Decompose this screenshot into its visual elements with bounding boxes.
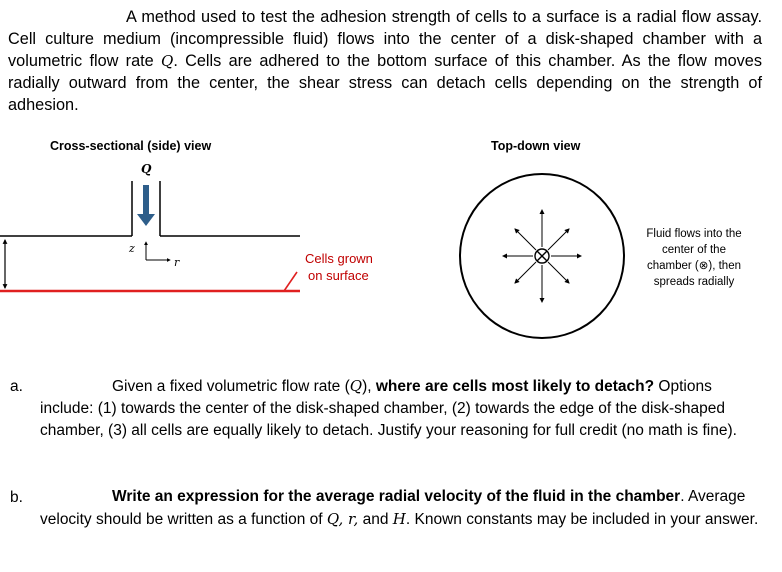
- inflow-symbol-icon: [535, 249, 549, 263]
- cells-label-line1: Cells grown: [305, 251, 373, 266]
- intro-text-1: A method used to test the adhesion strength of cells to a surface is a radial flow assay. Cell culture medium (incompressible fluid) flows into the center of a disk-shaped chamber with a volumetric flow rate: [8, 8, 762, 70]
- question-b-text-1: . Average velocity should be written as a function of: [40, 488, 746, 528]
- cells-label-line2: on surface: [308, 268, 369, 283]
- question-b-vars: Q, r,: [326, 510, 359, 528]
- question-a-letter: a.: [10, 378, 23, 395]
- question-b-bold: Write an expression for the average radial velocity of the fluid in the chamber: [112, 488, 681, 505]
- question-a-text-2: ),: [362, 378, 376, 395]
- intro-text-2: . Cells are adhered to the bottom surface of this chamber. As the flow moves radially outward from the center, the shear stress can detach cells depending on the strength of adhesion.: [8, 52, 762, 114]
- question-b-text-3: . Known constants may be included in your answer.: [405, 511, 759, 528]
- side-view-diagram: [0, 150, 460, 300]
- flow-note-line4: spreads radially: [653, 276, 735, 288]
- top-view-title: Top-down view: [491, 139, 581, 153]
- question-a-bold: where are cells most likely to detach?: [375, 378, 655, 395]
- side-view-title: Cross-sectional (side) view: [50, 139, 212, 153]
- top-view-diagram: [455, 170, 635, 350]
- question-a-q: Q: [349, 377, 363, 395]
- question-b-letter: b.: [10, 489, 23, 506]
- question-b-h: H: [392, 510, 406, 528]
- question-b-text-2: and: [358, 511, 393, 528]
- question-a-text-1: Given a fixed volumetric flow rate (: [112, 378, 350, 395]
- cells-label: [305, 250, 373, 284]
- question-a-text-3: Options include: (1) towards the center of the disk-shaped chamber, (2) towards the edge of the disk-shaped chamber, (3) all cells are equally likely to detach. Justify your reasoning for full credit (no math is fine).: [40, 378, 737, 439]
- intro-paragraph: [8, 6, 762, 116]
- r-axis-label: r: [174, 256, 180, 269]
- question-a: [40, 375, 760, 442]
- flow-note-line1: Fluid flows into the: [646, 228, 742, 240]
- flow-note-line3: chamber (⊗), then: [646, 260, 741, 272]
- question-b: [40, 486, 760, 531]
- z-axis-label: z: [129, 242, 135, 255]
- intro-q-symbol: Q: [161, 52, 174, 70]
- flow-arrow: [143, 185, 149, 215]
- q-symbol: Q: [141, 162, 152, 176]
- flow-note-line2: center of the: [662, 244, 726, 256]
- flow-note: [636, 226, 752, 290]
